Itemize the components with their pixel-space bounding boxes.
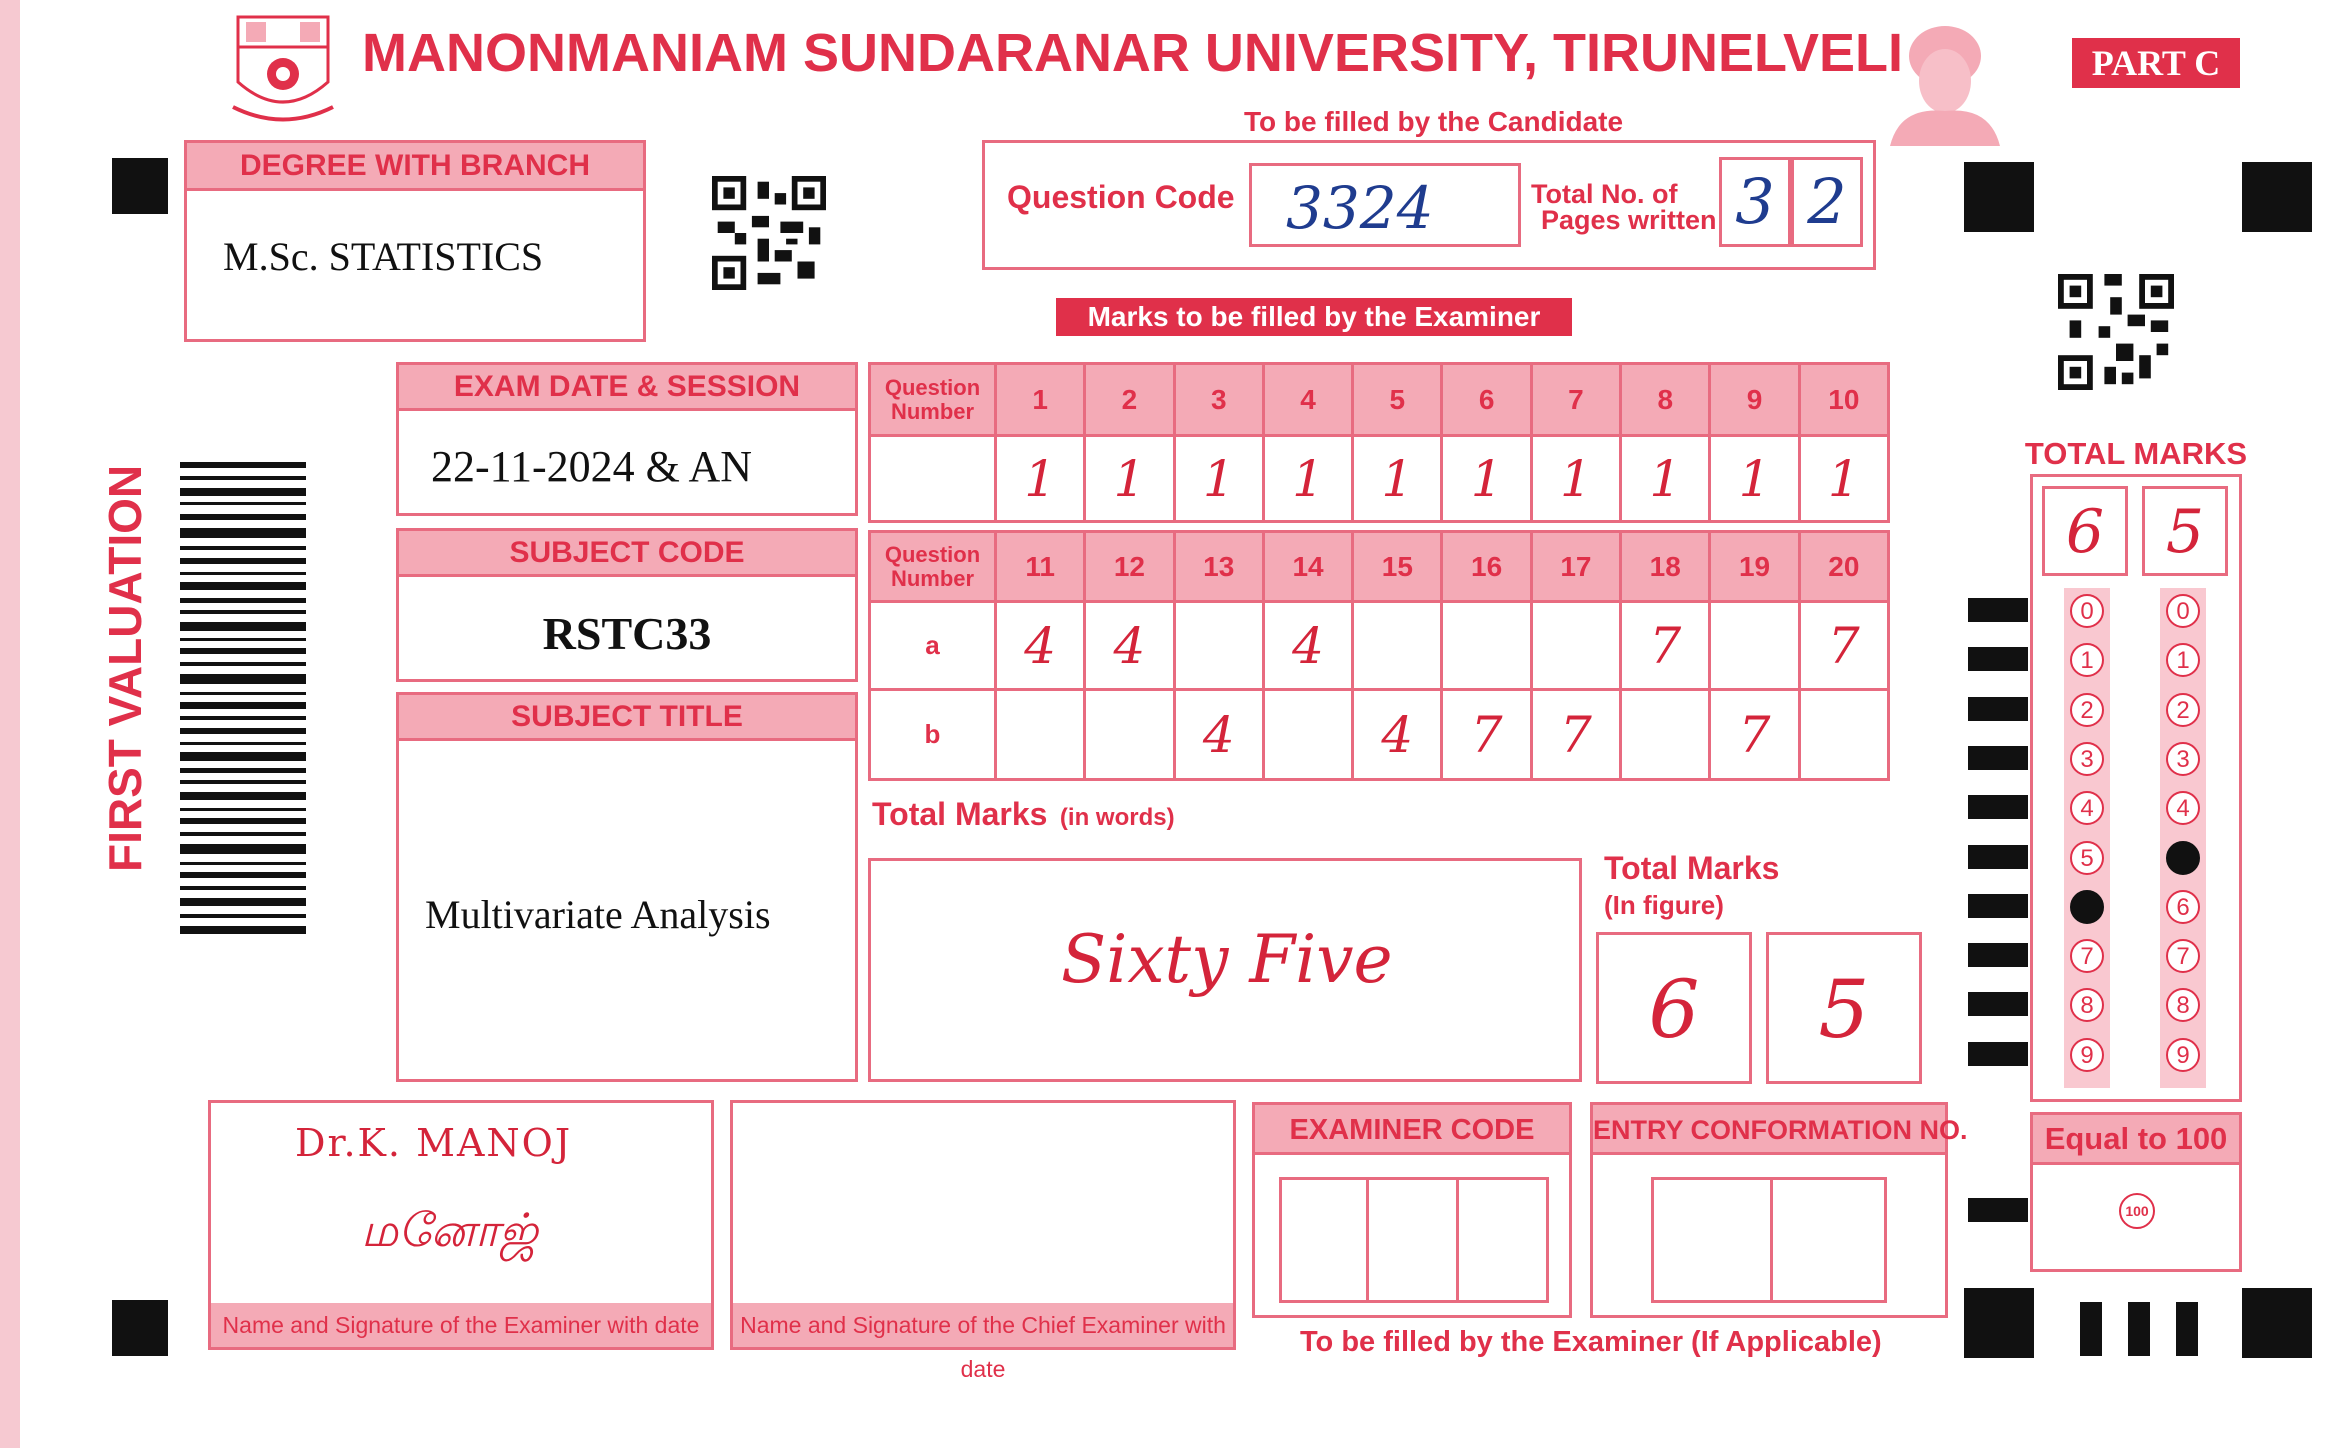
timing-mark [1968, 1198, 2028, 1222]
total-side-label: TOTAL MARKS [2024, 436, 2248, 471]
digit-bubble[interactable]: 7 [2166, 939, 2200, 973]
mark-cell [1174, 602, 1263, 690]
question-code-field [1249, 163, 1521, 247]
portrait-icon [1880, 16, 2010, 146]
digit-bubble[interactable]: 1 [2166, 643, 2200, 677]
question-number-cell: 18 [1621, 532, 1710, 602]
timing-mark [1968, 894, 2028, 918]
left-edge-strip [0, 0, 20, 1448]
examiner-code-box [1252, 1102, 1572, 1318]
pages-digit-box [1791, 157, 1863, 247]
question-number-cell: 16 [1442, 532, 1531, 602]
digit-bubble[interactable]: 2 [2166, 693, 2200, 727]
total-side-digit-box [2142, 486, 2228, 576]
mark-cell: 1 [1263, 436, 1352, 522]
question-number-cell: 4 [1263, 364, 1352, 436]
qr-code-icon [712, 176, 826, 290]
total-figure-note: (In figure) [1604, 890, 1724, 920]
mark-cell [1531, 602, 1620, 690]
question-number-cell: 13 [1174, 532, 1263, 602]
pages-label-line1: Total No. of [1531, 179, 1678, 209]
digit-bubble[interactable]: 7 [2070, 939, 2104, 973]
university-logo-icon [228, 12, 338, 127]
entry-no-box [1590, 1102, 1968, 1318]
question-number-cell: 20 [1799, 532, 1888, 602]
registration-mark [2242, 1288, 2312, 1358]
degree-value: M.Sc. STATISTICS [223, 234, 544, 279]
digit-bubble[interactable]: 4 [2070, 791, 2104, 825]
mark-cell: 7 [1710, 690, 1799, 780]
mark-cell: 1 [1799, 436, 1888, 522]
digit-bubble[interactable]: 3 [2070, 742, 2104, 776]
digit-bubble[interactable] [2070, 890, 2104, 924]
digit-bubble[interactable]: 6 [2166, 890, 2200, 924]
mark-cell [1799, 690, 1888, 780]
mark-cell [1621, 690, 1710, 780]
total-words-box [868, 858, 1582, 1082]
timing-mark [1968, 992, 2028, 1016]
registration-mark [1964, 1288, 2034, 1358]
marks-grid-1-10 [868, 362, 1890, 523]
row-a-label: a [870, 602, 996, 690]
question-number-header: Question Number [870, 532, 996, 602]
timing-mark [1968, 647, 2028, 671]
degree-label: DEGREE WITH BRANCH [187, 143, 643, 191]
examiner-name: Dr.K. MANOJ [295, 1121, 573, 1165]
digit-bubble[interactable]: 8 [2070, 988, 2104, 1022]
question-number-cell: 3 [1174, 364, 1263, 436]
timing-mark [2128, 1302, 2150, 1356]
digit-bubble[interactable]: 0 [2070, 594, 2104, 628]
mark-cell: 1 [1442, 436, 1531, 522]
registration-mark [112, 1300, 168, 1356]
mark-cell: 1 [1710, 436, 1799, 522]
total-words-label: Total Marks [872, 796, 1048, 832]
entry-no-field[interactable] [1651, 1177, 1887, 1303]
mark-cell [1263, 690, 1352, 780]
question-number-cell: 5 [1353, 364, 1442, 436]
entry-no-label: ENTRY CONFORMATION NO. [1593, 1105, 1945, 1155]
digit-bubble[interactable] [2166, 841, 2200, 875]
timing-mark [1968, 795, 2028, 819]
qr-code-icon [2058, 274, 2174, 390]
digit-bubble[interactable]: 1 [2070, 643, 2104, 677]
timing-mark [2080, 1302, 2102, 1356]
subject-title-box [396, 692, 858, 1082]
footer-note: To be filled by the Examiner (If Applicable) [1300, 1326, 1882, 1358]
mark-cell: 1 [1085, 436, 1174, 522]
mark-cell [1085, 690, 1174, 780]
total-side-digit1: 6 [2065, 497, 2105, 567]
question-number-cell: 19 [1710, 532, 1799, 602]
total-words-value: Sixty Five [1061, 921, 1393, 998]
total-figure-digit1: 6 [1648, 963, 1700, 1056]
total-side-digit-box [2042, 486, 2128, 576]
total-words-note: (in words) [1059, 804, 1175, 831]
mark-cell: 4 [1174, 690, 1263, 780]
examiner-signature-box [208, 1100, 714, 1350]
subject-title-label: SUBJECT TITLE [399, 695, 855, 741]
digit-bubble[interactable]: 4 [2166, 791, 2200, 825]
examiner-note-bar: Marks to be filled by the Examiner [1056, 298, 1572, 336]
question-code-value: 3324 [1286, 174, 1434, 242]
university-title: MANONMANIAM SUNDARANAR UNIVERSITY, TIRUNELVELI [362, 23, 1904, 83]
mark-cell: 1 [1531, 436, 1620, 522]
total-figure-digit2: 5 [1818, 963, 1870, 1056]
mark-cell: 7 [1621, 602, 1710, 690]
registration-mark [1964, 162, 2034, 232]
question-number-cell: 14 [1263, 532, 1352, 602]
total-side-digit2: 5 [2165, 497, 2205, 567]
digit-bubble[interactable]: 2 [2070, 693, 2104, 727]
pages-digit2: 2 [1807, 165, 1847, 238]
total-figure-label: Total Marks [1604, 850, 1780, 886]
equal100-box [2030, 1112, 2242, 1272]
subject-title-value: Multivariate Analysis [425, 892, 771, 937]
registration-mark [2242, 162, 2312, 232]
examiner-code-field[interactable] [1279, 1177, 1549, 1303]
chief-signature-box [730, 1100, 1236, 1382]
candidate-note: To be filled by the Candidate [1244, 106, 1624, 137]
exam-date-label: EXAM DATE & SESSION [399, 365, 855, 411]
subject-code-box [396, 528, 858, 682]
barcode-icon [180, 462, 306, 936]
mark-cell: 1 [996, 436, 1085, 522]
mark-cell: 1 [1174, 436, 1263, 522]
timing-mark [2176, 1302, 2198, 1356]
pages-digit-box [1719, 157, 1791, 247]
first-valuation-label: FIRST VALUATION [99, 464, 151, 872]
examiner-signature: மனோஜ் [361, 1203, 538, 1257]
pages-label-line2: Pages written [1541, 205, 1717, 235]
timing-mark [1968, 943, 2028, 967]
chief-signature-caption: Name and Signature of the Chief Examiner with date [733, 1303, 1233, 1347]
total-figure-digit-box [1596, 932, 1752, 1084]
examiner-code-label: EXAMINER CODE [1255, 1105, 1569, 1155]
question-number-cell: 15 [1353, 532, 1442, 602]
digit-bubble[interactable]: 5 [2070, 841, 2104, 875]
question-number-cell: 11 [996, 532, 1085, 602]
total-figure-digit-box [1766, 932, 1922, 1084]
question-number-cell: 7 [1531, 364, 1620, 436]
mark-cell: 7 [1799, 602, 1888, 690]
mark-cell: 4 [1085, 602, 1174, 690]
mark-cell: 4 [1263, 602, 1352, 690]
timing-mark [1968, 1042, 2028, 1066]
examiner-signature-caption: Name and Signature of the Examiner with date [211, 1303, 711, 1347]
equal100-bubble: 100 [2119, 1193, 2155, 1229]
digit-bubble[interactable]: 3 [2166, 742, 2200, 776]
question-code-box [982, 140, 1876, 270]
digit-bubble[interactable]: 9 [2166, 1038, 2200, 1072]
digit-bubble[interactable]: 0 [2166, 594, 2200, 628]
mark-cell: 7 [1442, 690, 1531, 780]
question-number-cell: 1 [996, 364, 1085, 436]
exam-date-value: 22-11-2024 & AN [431, 442, 753, 491]
mark-cell: 4 [1353, 690, 1442, 780]
degree-box [184, 140, 646, 342]
part-badge: PART C [2072, 38, 2240, 88]
mark-cell [996, 690, 1085, 780]
question-number-cell: 17 [1531, 532, 1620, 602]
digit-bubble[interactable]: 8 [2166, 988, 2200, 1022]
subject-code-label: SUBJECT CODE [399, 531, 855, 577]
grid-blank-cell [870, 436, 996, 522]
timing-mark [1968, 845, 2028, 869]
pages-digit1: 3 [1735, 165, 1775, 238]
question-number-cell: 6 [1442, 364, 1531, 436]
question-number-cell: 2 [1085, 364, 1174, 436]
question-number-cell: 12 [1085, 532, 1174, 602]
question-number-cell: 10 [1799, 364, 1888, 436]
question-code-label: Question Code [1007, 179, 1235, 215]
marks-grid-11-20 [868, 530, 1890, 781]
mark-cell: 4 [996, 602, 1085, 690]
timing-mark [1968, 598, 2028, 622]
total-words-heading [872, 796, 1175, 833]
digit-bubble[interactable]: 9 [2070, 1038, 2104, 1072]
equal100-label: Equal to 100 [2033, 1115, 2239, 1165]
mark-cell: 7 [1531, 690, 1620, 780]
exam-date-box [396, 362, 858, 516]
registration-mark [112, 158, 168, 214]
mark-cell [1442, 602, 1531, 690]
row-b-label: b [870, 690, 996, 780]
question-number-cell: 8 [1621, 364, 1710, 436]
question-number-header: Question Number [870, 364, 996, 436]
question-number-cell: 9 [1710, 364, 1799, 436]
mark-cell: 1 [1621, 436, 1710, 522]
timing-mark [1968, 746, 2028, 770]
mark-cell: 1 [1353, 436, 1442, 522]
mark-cell [1710, 602, 1799, 690]
subject-code-value: RSTC33 [542, 608, 712, 659]
mark-cell [1353, 602, 1442, 690]
timing-mark [1968, 697, 2028, 721]
